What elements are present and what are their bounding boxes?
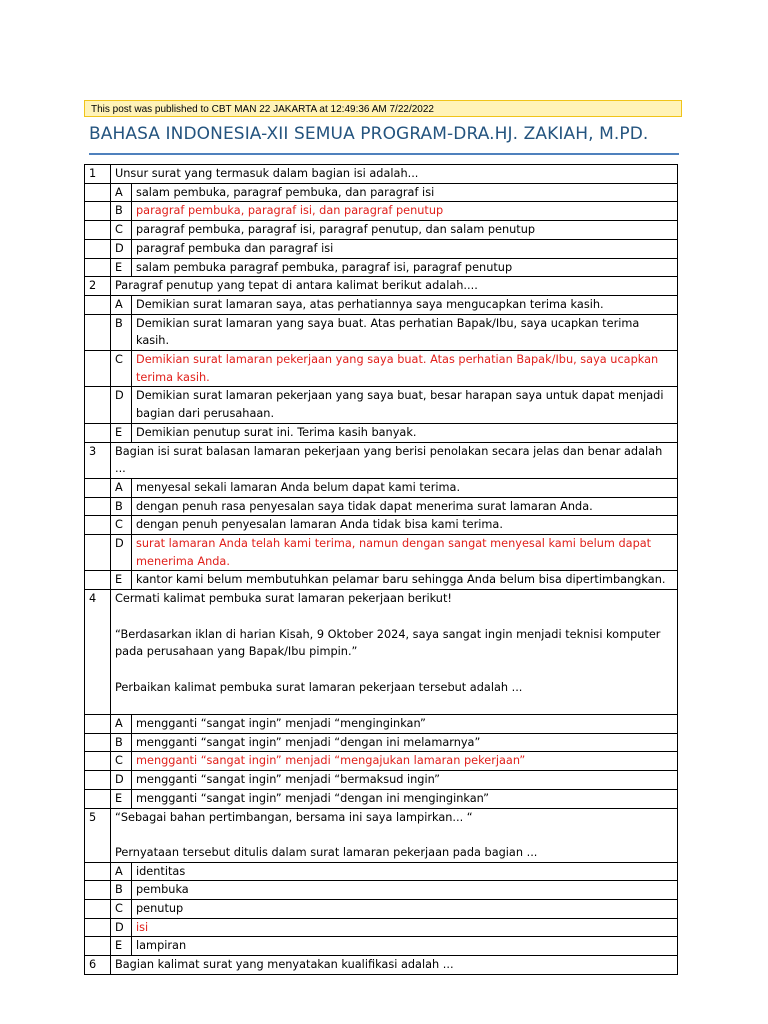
option-spacer-cell (85, 183, 111, 202)
option-spacer-cell (85, 314, 111, 350)
option-letter: B (111, 881, 132, 900)
option-letter: A (111, 862, 132, 881)
option-spacer-cell (85, 881, 111, 900)
option-spacer-cell (85, 715, 111, 734)
question-number: 6 (85, 956, 111, 975)
option-letter: C (111, 221, 132, 240)
option-letter: B (111, 314, 132, 350)
option-letter: C (111, 516, 132, 535)
option-text-correct: Demikian surat lamaran pekerjaan yang saya buat. Atas perhatian Bapak/Ibu, saya ucapkan terima kasih. (132, 351, 678, 387)
question-stem-paragraph: Perbaikan kalimat pembuka surat lamaran pekerjaan tersebut adalah ... (115, 680, 523, 694)
option-row (85, 221, 678, 240)
option-letter: B (111, 497, 132, 516)
option-text: salam pembuka, paragraf pembuka, dan paragraf isi (132, 183, 678, 202)
question-stem-paragraph: “Sebagai bahan pertimbangan, bersama ini saya lampirkan... “ (115, 810, 473, 824)
option-row (85, 497, 678, 516)
quiz-table (84, 164, 678, 975)
option-row (85, 295, 678, 314)
option-text-correct: mengganti “sangat ingin” menjadi “mengajukan lamaran pekerjaan” (132, 752, 678, 771)
option-letter: C (111, 351, 132, 387)
option-text: mengganti “sangat ingin” menjadi “dengan ini menginginkan” (132, 789, 678, 808)
option-letter: E (111, 937, 132, 956)
question-row (85, 277, 678, 296)
option-row (85, 733, 678, 752)
option-row (85, 387, 678, 423)
option-spacer-cell (85, 478, 111, 497)
option-spacer-cell (85, 571, 111, 590)
question-stem (111, 165, 678, 184)
option-spacer-cell (85, 295, 111, 314)
question-number: 1 (85, 165, 111, 184)
question-number: 4 (85, 590, 111, 715)
option-spacer-cell (85, 239, 111, 258)
option-text: paragraf pembuka, paragraf isi, paragraf penutup, dan salam penutup (132, 221, 678, 240)
option-letter: E (111, 258, 132, 277)
option-row (85, 423, 678, 442)
question-stem (111, 442, 678, 478)
option-spacer-cell (85, 423, 111, 442)
question-number: 3 (85, 442, 111, 478)
option-row (85, 900, 678, 919)
option-letter: E (111, 423, 132, 442)
option-spacer-cell (85, 862, 111, 881)
question-stem-paragraph: Pernyataan tersebut ditulis dalam surat lamaran pekerjaan pada bagian ... (115, 845, 538, 859)
option-row (85, 571, 678, 590)
question-row (85, 165, 678, 184)
question-row (85, 442, 678, 478)
option-letter: C (111, 900, 132, 919)
question-stem-paragraph: Unsur surat yang termasuk dalam bagian isi adalah... (115, 167, 419, 180)
option-text: mengganti “sangat ingin” menjadi “menginginkan” (132, 715, 678, 734)
question-stem-paragraph: Bagian kalimat surat yang menyatakan kualifikasi adalah ... (115, 958, 454, 972)
option-spacer-cell (85, 752, 111, 771)
option-letter: B (111, 733, 132, 752)
option-letter: B (111, 202, 132, 221)
publish-banner: This post was published to CBT MAN 22 JAKARTA at 12:49:36 AM 7/22/2022 (84, 100, 682, 117)
option-row (85, 881, 678, 900)
option-row (85, 239, 678, 258)
option-row (85, 516, 678, 535)
option-row (85, 715, 678, 734)
option-spacer-cell (85, 918, 111, 937)
question-stem (111, 956, 678, 975)
option-text: mengganti “sangat ingin” menjadi “bermaksud ingin” (132, 771, 678, 790)
option-letter: D (111, 771, 132, 790)
option-row (85, 183, 678, 202)
title-underline (89, 153, 679, 155)
option-row (85, 535, 678, 571)
option-letter: D (111, 535, 132, 571)
option-text: dengan penuh rasa penyesalan saya tidak dapat menerima surat lamaran Anda. (132, 497, 678, 516)
option-text: pembuka (132, 881, 678, 900)
option-spacer-cell (85, 258, 111, 277)
option-row (85, 314, 678, 350)
option-text: Demikian surat lamaran yang saya buat. Atas perhatian Bapak/Ibu, saya ucapkan terima kasih. (132, 314, 678, 350)
option-text: menyesal sekali lamaran Anda belum dapat kami terima. (132, 478, 678, 497)
option-letter: A (111, 478, 132, 497)
option-row (85, 862, 678, 881)
quiz-table-body (85, 165, 678, 975)
question-stem-paragraph: Bagian isi surat balasan lamaran pekerjaan yang berisi penolakan secara jelas dan benar adalah ... (115, 444, 663, 476)
question-stem (111, 808, 678, 862)
option-row (85, 258, 678, 277)
question-row (85, 956, 678, 975)
question-stem-paragraph: “Berdasarkan iklan di harian Kisah, 9 Oktober 2024, saya sangat ingin menjadi teknisi komputer pada perusahaan yang Bapak/Ibu pimpin.” (115, 627, 661, 659)
option-letter: A (111, 183, 132, 202)
option-letter: A (111, 295, 132, 314)
option-letter: D (111, 918, 132, 937)
option-row (85, 478, 678, 497)
option-row (85, 752, 678, 771)
question-number: 2 (85, 277, 111, 296)
question-row (85, 808, 678, 862)
option-letter: E (111, 789, 132, 808)
question-stem (111, 590, 678, 715)
option-letter: D (111, 239, 132, 258)
option-spacer-cell (85, 497, 111, 516)
question-stem (111, 277, 678, 296)
option-spacer-cell (85, 516, 111, 535)
question-stem-paragraph: Cermati kalimat pembuka surat lamaran pekerjaan berikut! (115, 592, 452, 606)
question-row (85, 590, 678, 715)
option-spacer-cell (85, 900, 111, 919)
option-text: identitas (132, 862, 678, 881)
option-letter: D (111, 387, 132, 423)
option-spacer-cell (85, 221, 111, 240)
option-text: salam pembuka paragraf pembuka, paragraf isi, paragraf penutup (132, 258, 678, 277)
option-spacer-cell (85, 387, 111, 423)
option-text-correct: isi (132, 918, 678, 937)
option-row (85, 918, 678, 937)
option-text: Demikian penutup surat ini. Terima kasih banyak. (132, 423, 678, 442)
option-text-correct: surat lamaran Anda telah kami terima, namun dengan sangat menyesal kami belum dapat menerima Anda. (132, 535, 678, 571)
option-text: paragraf pembuka dan paragraf isi (132, 239, 678, 258)
option-letter: C (111, 752, 132, 771)
option-text: Demikian surat lamaran saya, atas perhatiannya saya mengucapkan terima kasih. (132, 295, 678, 314)
option-spacer-cell (85, 202, 111, 221)
page-title: BAHASA INDONESIA-XII SEMUA PROGRAM-DRA.HJ. ZAKIAH, M.PD. (89, 124, 649, 144)
option-letter: A (111, 715, 132, 734)
option-text: penutup (132, 900, 678, 919)
option-row (85, 937, 678, 956)
option-text-correct: paragraf pembuka, paragraf isi, dan paragraf penutup (132, 202, 678, 221)
option-text: Demikian surat lamaran pekerjaan yang saya buat, besar harapan saya untuk dapat menjadi bagian dari perusahaan. (132, 387, 678, 423)
option-spacer-cell (85, 789, 111, 808)
option-row (85, 202, 678, 221)
option-text: kantor kami belum membutuhkan pelamar baru sehingga Anda belum bisa dipertimbangkan. (132, 571, 678, 590)
question-number: 5 (85, 808, 111, 862)
option-spacer-cell (85, 937, 111, 956)
option-row (85, 351, 678, 387)
option-spacer-cell (85, 535, 111, 571)
option-spacer-cell (85, 771, 111, 790)
option-row (85, 789, 678, 808)
question-stem-paragraph: Paragraf penutup yang tepat di antara kalimat berikut adalah.... (115, 279, 478, 293)
option-spacer-cell (85, 351, 111, 387)
option-spacer-cell (85, 733, 111, 752)
option-letter: E (111, 571, 132, 590)
option-text: mengganti “sangat ingin” menjadi “dengan ini melamarnya” (132, 733, 678, 752)
option-text: dengan penuh penyesalan lamaran Anda tidak bisa kami terima. (132, 516, 678, 535)
option-text: lampiran (132, 937, 678, 956)
option-row (85, 771, 678, 790)
